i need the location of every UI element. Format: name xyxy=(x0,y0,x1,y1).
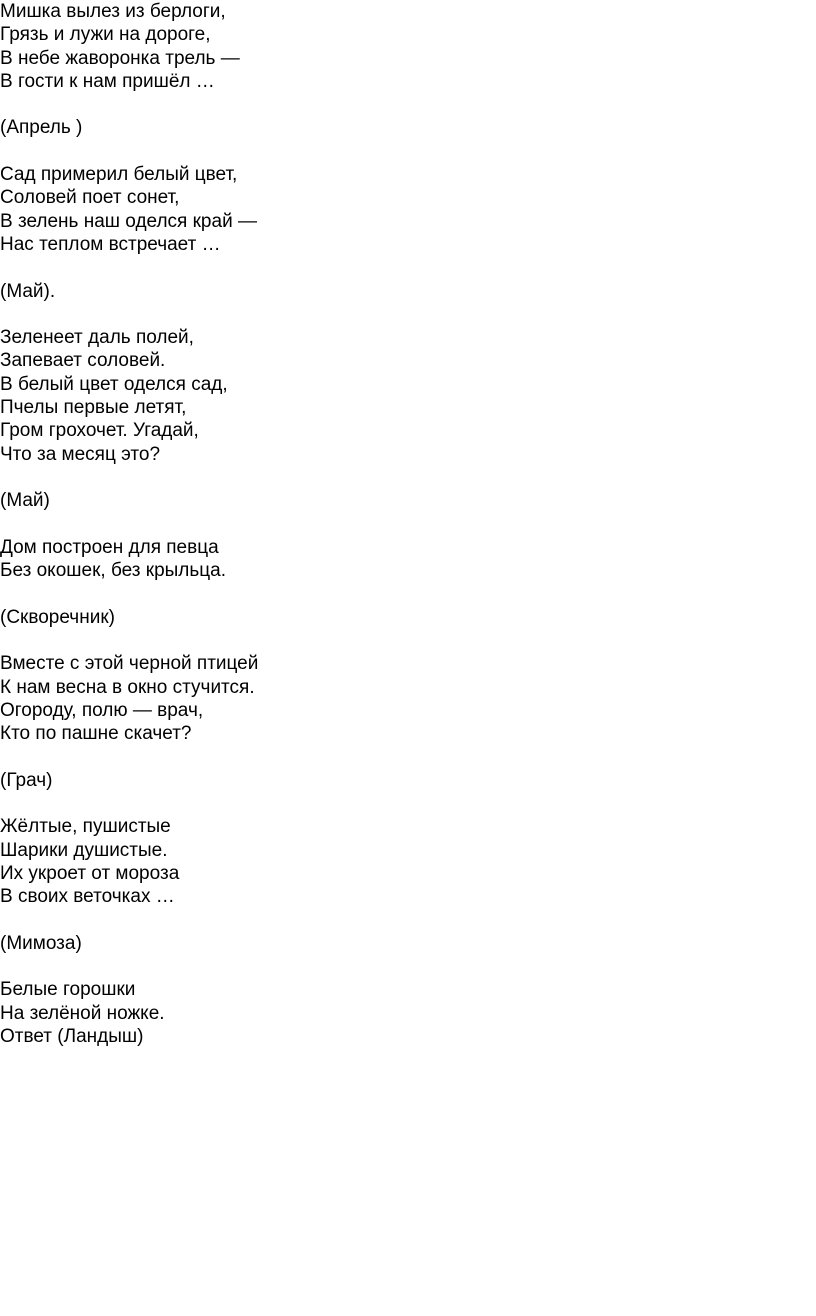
riddle-line: К нам весна в окно стучится. xyxy=(0,676,255,698)
blank-line xyxy=(0,629,816,652)
riddle-answer: (Скворечник) xyxy=(0,606,115,628)
riddle-line: Огороду, полю — врач, xyxy=(0,699,204,721)
riddle-line: Их укроет от мороза xyxy=(0,862,180,884)
riddle-line: Вместе с этой черной птицей xyxy=(0,653,259,675)
riddle-answer: (Май) xyxy=(0,490,50,512)
riddle-3 xyxy=(0,326,816,536)
riddle-1 xyxy=(0,0,816,163)
riddle-line: Жёлтые, пушистые xyxy=(0,816,171,838)
riddle-line: В своих веточках … xyxy=(0,886,175,908)
riddle-line: Дом построен для певца xyxy=(0,536,219,558)
riddle-line: Ответ (Ландыш) xyxy=(0,1026,144,1048)
riddle-line: Без окошек, без крыльца. xyxy=(0,560,227,582)
riddle-line: Что за месяц это? xyxy=(0,443,161,465)
riddle-answer: (Мимоза) xyxy=(0,932,82,954)
riddle-line: Мишка вылез из берлоги, xyxy=(0,1,226,22)
riddle-line: Пчелы первые летят, xyxy=(0,397,187,419)
riddle-line: Гром грохочет. Угадай, xyxy=(0,420,199,442)
blank-line xyxy=(0,513,816,536)
riddle-line: Грязь и лужи на дороге, xyxy=(0,24,211,46)
riddle-6 xyxy=(0,815,816,978)
riddle-line: В белый цвет оделся сад, xyxy=(0,373,228,395)
riddle-line: В небе жаворонка трель — xyxy=(0,47,240,69)
riddle-line: Белые горошки xyxy=(0,979,136,1001)
riddle-4 xyxy=(0,536,816,652)
riddle-answer: (Май). xyxy=(0,280,56,302)
blank-line xyxy=(0,909,816,932)
riddle-line: Запевает соловей. xyxy=(0,350,166,372)
riddle-line: Нас теплом встречает … xyxy=(0,233,221,255)
blank-line xyxy=(0,792,816,815)
blank-line xyxy=(0,93,816,116)
blank-line xyxy=(0,466,816,489)
riddle-line: Зеленеет даль полей, xyxy=(0,327,194,349)
riddle-line: В зелень наш оделся край — xyxy=(0,210,257,232)
riddle-answer: (Грач) xyxy=(0,769,53,791)
riddle-line: Шарики душистые. xyxy=(0,839,168,861)
riddle-5 xyxy=(0,652,816,815)
riddle-answer: (Апрель ) xyxy=(0,117,83,139)
blank-line xyxy=(0,256,816,279)
blank-line xyxy=(0,955,816,978)
blank-line xyxy=(0,140,816,163)
riddle-line: На зелёной ножке. xyxy=(0,1002,165,1024)
blank-line xyxy=(0,303,816,326)
riddle-2 xyxy=(0,163,816,326)
riddle-7 xyxy=(0,978,816,1048)
blank-line xyxy=(0,582,816,605)
riddle-line: Сад примерил белый цвет, xyxy=(0,164,238,186)
riddle-line: Соловей поет сонет, xyxy=(0,187,180,209)
blank-line xyxy=(0,746,816,769)
riddle-line: В гости к нам пришёл … xyxy=(0,70,215,92)
riddle-line: Кто по пашне скачет? xyxy=(0,723,192,745)
